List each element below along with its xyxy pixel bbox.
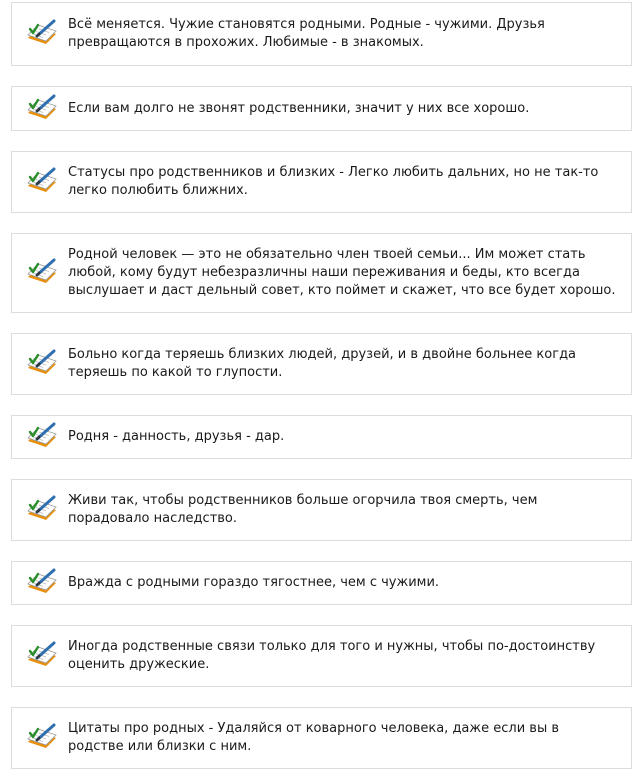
quote-card [11, 415, 632, 459]
quote-card [11, 707, 632, 769]
notepad-pencil-icon [12, 568, 68, 598]
quote-card [11, 86, 632, 131]
quote-card [11, 233, 632, 313]
notepad-pencil-icon [12, 495, 68, 525]
notepad-pencil-icon [12, 641, 68, 671]
quote-text: Статусы про родственников и близких - Легко любить дальних, но не так-то легко полюбить ближних. [68, 165, 599, 198]
quote-text: Больно когда теряешь близких людей, друзей, и в двойне больнее когда теряешь по какой то глупости. [68, 347, 577, 380]
notepad-pencil-icon [12, 349, 68, 379]
quote-card [11, 561, 632, 605]
notepad-pencil-icon [12, 167, 68, 197]
quote-card [11, 625, 632, 687]
notepad-pencil-icon [12, 94, 68, 124]
quote-text: Всё меняется. Чужие становятся родными. Родные - чужими. Друзья превращаются в прохожих. Любимые - в знакомых. [68, 17, 545, 50]
quote-card [11, 333, 632, 395]
quote-text: Иногда родственные связи только для того и нужны, чтобы по-достоинству оценить дружеские. [68, 639, 596, 672]
quote-text: Родной человек — это не обязательно член твоей семьи... Им может стать любой, кому будут небезразличны наши переживания и беды, кто всегда выслушает и даст дельный совет, кто поймет и скажет, что все будет хорошо. [68, 247, 616, 298]
notepad-pencil-icon [12, 258, 68, 288]
quote-text: Родня - данность, друзья - дар. [68, 429, 285, 444]
notepad-pencil-icon [12, 422, 68, 452]
quote-card [11, 2, 632, 66]
quote-text: Если вам долго не звонят родственники, значит у них все хорошо. [68, 100, 530, 116]
quote-card [11, 479, 632, 541]
quote-text: Живи так, чтобы родственников больше огорчила твоя смерть, чем порадовало наследство. [68, 493, 538, 526]
notepad-pencil-icon [12, 723, 68, 753]
quote-text: Цитаты про родных - Удаляйся от коварного человека, даже если вы в родстве или близки с ним. [68, 721, 559, 754]
quote-text: Вражда с родными гораздо тягостнее, чем с чужими. [68, 575, 440, 590]
notepad-pencil-icon [12, 19, 68, 49]
quote-card [11, 151, 632, 213]
